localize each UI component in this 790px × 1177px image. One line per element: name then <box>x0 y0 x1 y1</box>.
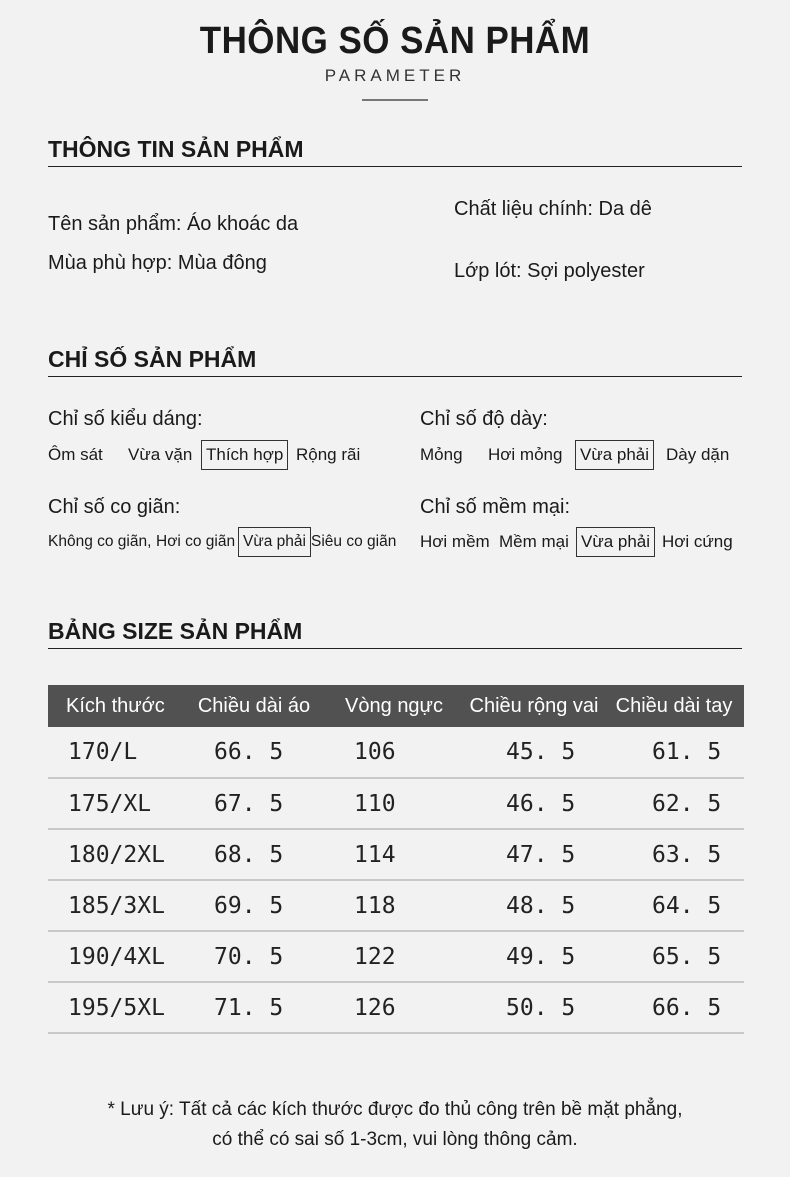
size-table <box>48 685 744 1034</box>
table-cell: 49. 5 <box>464 931 604 982</box>
table-cell: 46. 5 <box>464 778 604 829</box>
table-cell: 195/5XL <box>48 982 184 1033</box>
product-lining: Lớp lót: Sợi polyester <box>454 260 645 282</box>
page-title: THÔNG SỐ SẢN PHẨM <box>199 20 591 62</box>
table-cell: 48. 5 <box>464 880 604 931</box>
table-row <box>48 727 744 778</box>
product-season: Mùa phù hợp: Mùa đông <box>48 252 267 274</box>
product-info-divider <box>48 166 742 167</box>
product-material: Chất liệu chính: Da dê <box>454 198 652 220</box>
fit-index-label: Chỉ số kiểu dáng: <box>48 408 203 430</box>
softness-option: Mềm mại <box>499 532 569 551</box>
table-cell: 66. 5 <box>184 727 324 778</box>
table-row <box>48 829 744 880</box>
table-cell: 185/3XL <box>48 880 184 931</box>
column-header-length: Chiều dài áo <box>184 685 324 727</box>
measurement-note-line-1: * Lưu ý: Tất cả các kích thước được đo thủ công trên bề mặt phẳng, <box>107 1099 683 1120</box>
table-cell: 65. 5 <box>604 931 744 982</box>
stretch-option-selected: Vừa phải <box>238 527 311 557</box>
fit-option: Vừa vặn <box>128 445 193 464</box>
title-divider <box>362 99 428 101</box>
table-cell: 45. 5 <box>464 727 604 778</box>
table-cell: 106 <box>324 727 464 778</box>
size-table-heading: BẢNG SIZE SẢN PHẨM <box>48 618 303 644</box>
table-cell: 66. 5 <box>604 982 744 1033</box>
table-row <box>48 931 744 982</box>
stretch-index-label: Chỉ số co giãn: <box>48 496 181 518</box>
softness-option: Hơi mềm <box>420 532 490 551</box>
softness-option-selected: Vừa phải <box>576 527 655 557</box>
table-cell: 190/4XL <box>48 931 184 982</box>
softness-index-label: Chỉ số mềm mại: <box>420 496 571 518</box>
table-cell: 69. 5 <box>184 880 324 931</box>
table-cell: 71. 5 <box>184 982 324 1033</box>
table-cell: 50. 5 <box>464 982 604 1033</box>
product-index-divider <box>48 376 742 377</box>
measurement-note-line-2: có thể có sai số 1-3cm, vui lòng thông cảm. <box>212 1129 578 1150</box>
table-cell: 118 <box>324 880 464 931</box>
size-table-divider <box>48 648 742 649</box>
product-index-heading: CHỈ SỐ SẢN PHẨM <box>48 346 257 372</box>
table-cell: 114 <box>324 829 464 880</box>
table-cell: 64. 5 <box>604 880 744 931</box>
product-name: Tên sản phẩm: Áo khoác da <box>48 213 299 235</box>
thickness-option: Dày dặn <box>666 445 730 464</box>
product-info-heading: THÔNG TIN SẢN PHẨM <box>48 136 304 162</box>
column-header-size: Kích thước <box>48 685 184 727</box>
softness-option: Hơi cứng <box>662 532 733 551</box>
table-cell: 62. 5 <box>604 778 744 829</box>
table-row <box>48 778 744 829</box>
table-cell: 170/L <box>48 727 184 778</box>
table-cell: 68. 5 <box>184 829 324 880</box>
thickness-option: Hơi mỏng <box>488 445 563 464</box>
stretch-option: Hơi co giãn <box>156 533 236 550</box>
thickness-option: Mỏng <box>420 445 463 464</box>
column-header-shoulder: Chiều rộng vai <box>464 685 604 727</box>
table-cell: 70. 5 <box>184 931 324 982</box>
table-cell: 110 <box>324 778 464 829</box>
fit-option: Rộng rãi <box>296 445 361 464</box>
table-cell: 63. 5 <box>604 829 744 880</box>
table-header-row <box>48 685 744 727</box>
column-header-sleeve: Chiều dài tay <box>604 685 744 727</box>
stretch-option: Không co giãn, <box>48 533 152 550</box>
stretch-option: Siêu co giãn <box>311 533 397 550</box>
table-cell: 122 <box>324 931 464 982</box>
table-row <box>48 880 744 931</box>
table-row <box>48 982 744 1033</box>
table-cell: 61. 5 <box>604 727 744 778</box>
fit-option: Ôm sát <box>48 445 103 464</box>
table-cell: 47. 5 <box>464 829 604 880</box>
fit-option-selected: Thích hợp <box>201 440 288 470</box>
thickness-option-selected: Vừa phải <box>575 440 654 470</box>
page-subtitle: PARAMETER <box>324 66 466 85</box>
table-cell: 180/2XL <box>48 829 184 880</box>
column-header-chest: Vòng ngực <box>324 685 464 727</box>
thickness-index-label: Chỉ số độ dày: <box>420 408 548 430</box>
table-cell: 175/XL <box>48 778 184 829</box>
table-cell: 126 <box>324 982 464 1033</box>
table-cell: 67. 5 <box>184 778 324 829</box>
